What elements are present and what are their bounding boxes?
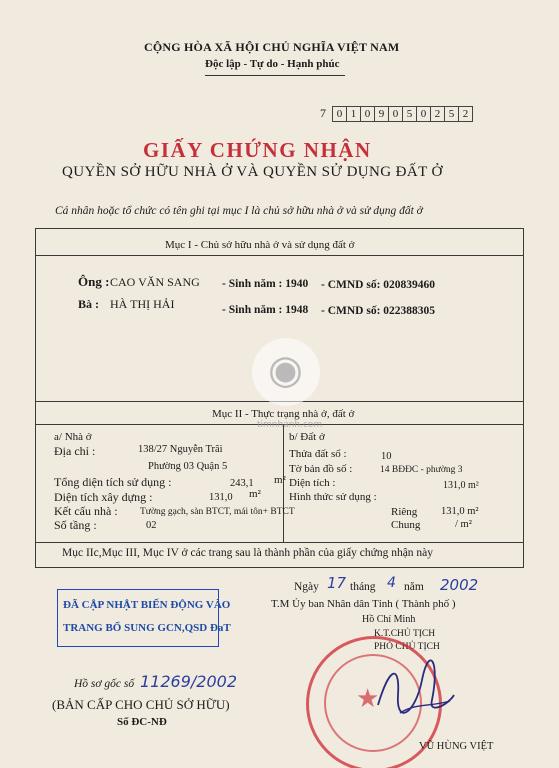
footer-note: Mục IIc,Mục III, Mục IV ở các trang sau là thành phần của giấy chứng nhận này (62, 547, 434, 559)
built-area-value: 131,0 (209, 492, 233, 503)
land-area-label: Diện tích : (289, 477, 336, 489)
owner1-label: Ông : (78, 274, 110, 289)
owner1-name: CAO VĂN SANG (110, 275, 200, 289)
day-label: Ngày (294, 581, 319, 593)
usage-label: Hình thức sử dụng : (289, 491, 377, 503)
month-value: 4 (387, 575, 396, 591)
total-area-value: 243,1 (230, 478, 254, 489)
signer-name: VŨ HÙNG VIỆT (419, 741, 494, 752)
watermark-text: timnhanh.com (257, 420, 323, 430)
owner1-birth: - Sinh năm : 1940 (222, 278, 309, 290)
structure-value: Tường gạch, sàn BTCT, mái tôn+ BTCT (140, 507, 295, 517)
land-area-value: 131,0 m² (443, 480, 479, 491)
vice-chair-role: K.T.CHỦ TỊCH (374, 629, 436, 639)
vice-chair-title: PHÓ CHỦ TỊCH (374, 642, 440, 652)
floors-value: 02 (146, 520, 157, 531)
private-label: Riêng (391, 506, 418, 518)
map-value: 14 BĐĐC - phường 3 (380, 465, 463, 475)
handwritten-signature (370, 655, 460, 725)
year-label: năm (404, 581, 424, 593)
republic-heading: CỘNG HÒA XÃ HỘI CHỦ NGHĨA VIỆT NAM (144, 40, 400, 54)
month-label: tháng (350, 581, 376, 593)
owner2-name: HÀ THỊ HẢI (110, 297, 175, 311)
floors-label: Số tầng : (54, 518, 97, 532)
serial-digit: 9 (375, 106, 389, 122)
certificate-subtitle: QUYỀN SỞ HỮU NHÀ Ở VÀ QUYỀN SỬ DỤNG ĐẤT Ở (62, 164, 443, 180)
origin-record-value: 11269/2002 (140, 672, 238, 691)
owner1-id: - CMND số: 020839460 (321, 279, 436, 291)
built-area-unit: m² (249, 488, 261, 500)
update-stamp-line1: ĐÃ CẬP NHẬT BIẾN ĐỘNG VÀO (63, 599, 231, 611)
certificate-title: GIẤY CHỨNG NHẬN (143, 138, 372, 162)
serial-digit: 5 (445, 106, 459, 122)
serial-digit: 1 (347, 106, 361, 122)
serial-number (332, 106, 473, 122)
city-line: Hồ Chí Minh (362, 614, 416, 625)
shared-label: Chung (391, 519, 421, 531)
serial-digit: 2 (431, 106, 445, 122)
owner2-id: - CMND số: 022388305 (321, 305, 436, 317)
serial-digit: 0 (361, 106, 375, 122)
seal-star-icon: ★ (356, 684, 380, 713)
update-stamp-line2: TRANG BỔ SUNG GCN,QSD ĐaT (63, 622, 231, 634)
section1-heading: Mục I - Chủ sở hữu nhà ở và sử dụng đất ở (165, 239, 355, 251)
day-value: 17 (327, 574, 347, 592)
update-stamp (57, 589, 219, 647)
committee-line: T.M Ủy ban Nhân dân Tỉnh ( Thành phố ) (271, 598, 456, 610)
plot-label: Thửa đất số : (289, 448, 347, 460)
divider (35, 542, 524, 543)
built-area-label: Diện tích xây dựng : (54, 490, 153, 504)
section2-heading: Mục II - Thực trạng nhà ở, đất ở (212, 408, 355, 420)
owner2-birth: - Sinh năm : 1948 (222, 304, 309, 316)
decree-number: Số ĐC-NĐ (117, 716, 167, 728)
land-heading: b/ Đất ở (289, 431, 325, 443)
divider (35, 255, 524, 256)
serial-digit: 0 (332, 106, 347, 122)
total-area-unit: m² (274, 474, 286, 486)
location-pin-icon: ◉ (268, 347, 303, 392)
copy-note: (BẢN CẤP CHO CHỦ SỞ HỮU) (52, 697, 230, 712)
motto-underline (205, 75, 345, 76)
owner2-label: Bà : (78, 297, 99, 311)
structure-label: Kết cấu nhà : (54, 504, 118, 518)
origin-record-label: Hồ sơ gốc số (74, 678, 135, 690)
serial-prefix: 7 (320, 106, 326, 120)
serial-digit: 2 (459, 106, 473, 122)
total-area-label: Tổng diện tích sử dụng : (54, 475, 172, 489)
address-label: Địa chỉ : (54, 444, 96, 458)
serial-digit: 0 (417, 106, 431, 122)
year-value: 2002 (440, 576, 479, 594)
plot-value: 10 (381, 451, 392, 462)
house-heading: a/ Nhà ở (54, 431, 92, 443)
intro-text: Cá nhân hoặc tổ chức có tên ghi tại mục I là chủ sở hữu nhà ở và sử dụng đất ở (55, 205, 423, 217)
serial-digit: 5 (403, 106, 417, 122)
motto: Độc lập - Tự do - Hạnh phúc (205, 58, 340, 70)
address-line1: 138/27 Nguyễn Trãi (138, 444, 223, 455)
serial-digit: 0 (389, 106, 403, 122)
address-line2: Phường 03 Quận 5 (148, 461, 228, 472)
private-value: 131,0 m² (441, 506, 479, 517)
map-label: Tờ bản đồ số : (289, 463, 353, 475)
shared-value: / m² (455, 519, 472, 530)
